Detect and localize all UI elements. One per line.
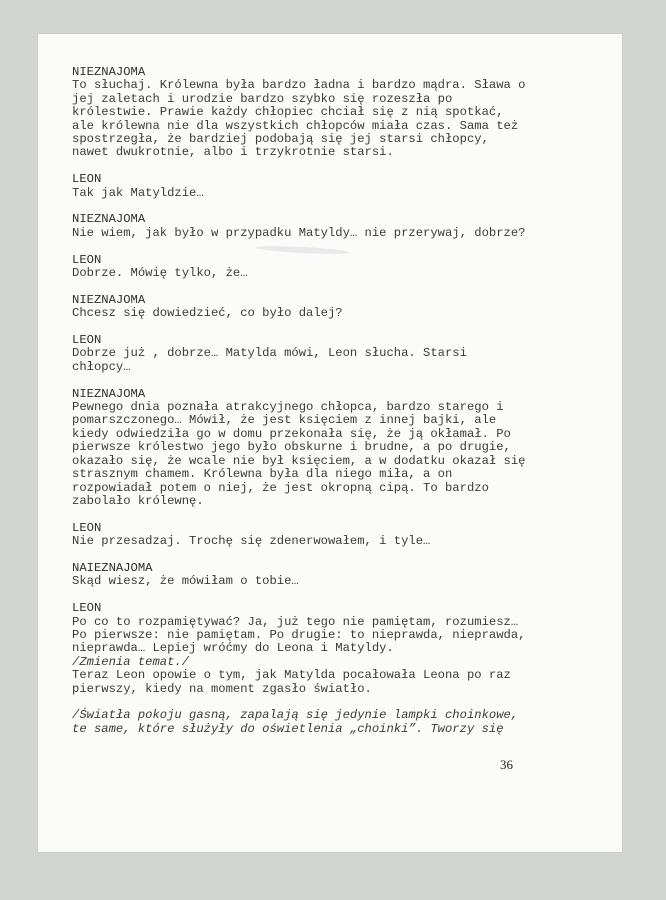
dialogue-line: nieprawda… Lepiej wróćmy do Leona i Matyldy. [72,641,394,656]
dialogue-line: Nie przesadzaj. Trochę się zdenerwowałem, i tyle… [72,534,431,549]
dialogue-block [72,294,542,321]
dialogue-line: kiedy odwiedziła go w domu przekonała się, że ją okłamał. Po [72,426,511,441]
dialogue-line: Dobrze już , dobrze… Matylda mówi, Leon słucha. Starsi [72,346,467,361]
dialogue-line: chłopcy… [72,359,131,374]
speaker-name: LEON [72,333,102,348]
speaker-name: NAIEZNAJOMA [72,560,153,575]
speaker-name: NIEZNAJOMA [72,292,146,307]
dialogue-block [72,334,542,374]
dialogue-block [72,388,542,509]
dialogue-line: rozpowiadał potem o niej, że jest okropną cipą. To bardzo [72,480,489,495]
dialogue-line: Dobrze. Mówię tylko, że… [72,266,248,281]
dialogue-block [72,66,542,160]
script-text [72,66,542,750]
dialogue-line: pomarszczonego… Mówił, że jest księciem z innej bajki, ale [72,413,497,428]
dialogue-line: strasznym chamem. Królewna była dla niego miła, a on [72,467,453,482]
dialogue-line: ale królewna nie dla wszystkich chłopców miała czas. Sama też [72,118,519,133]
dialogue-block [72,213,542,240]
stage-direction-block [72,709,542,736]
speaker-name: LEON [72,520,102,535]
dialogue-block [72,602,542,696]
stage-direction: /Zmienia temat./ [72,654,190,669]
dialogue-line: Chcesz się dowiedzieć, co było dalej? [72,306,343,321]
dialogue-line: Pewnego dnia poznała atrakcyjnego chłopca, bardzo starego i [72,400,504,415]
speaker-name: NIEZNAJOMA [72,212,146,227]
dialogue-line: zabolało królewnę. [72,493,204,508]
dialogue-line: królestwie. Prawie każdy chłopiec chciał się z nią spotkać, [72,105,504,120]
speaker-name: LEON [72,172,102,187]
dialogue-line: okazało się, że wcale nie był księciem, a w dodatku okazał się [72,453,526,468]
dialogue-block [72,522,542,549]
dialogue-line: Po co to rozpamiętywać? Ja, już tego nie pamiętam, rozumiesz… [72,614,519,629]
stage-direction-line: /Światła pokoju gasną, zapalają się jedynie lampki choinkowe, [72,708,519,723]
dialogue-line: Skąd wiesz, że mówiłam o tobie… [72,574,299,589]
dialogue-line: jej zaletach i urodzie bardzo szybko się rozeszła po [72,91,453,106]
speaker-name: NIEZNAJOMA [72,65,146,79]
dialogue-line: Teraz Leon opowie o tym, jak Matylda pocałowała Leona po raz [72,668,511,683]
dialogue-line: nawet dwukrotnie, albo i trzykrotnie starsi. [72,145,394,160]
dialogue-line: pierwszy, kiedy na moment zgasło światło. [72,681,372,696]
dialogue-line: pierwsze królestwo jego było obskurne i brudne, a po drugie, [72,440,511,455]
speaker-name: LEON [72,601,102,616]
dialogue-line: Nie wiem, jak było w przypadku Matyldy… nie przerywaj, dobrze? [72,225,526,240]
dialogue-line: Tak jak Matyldzie… [72,185,204,200]
speaker-name: NIEZNAJOMA [72,386,146,401]
dialogue-line: To słuchaj. Królewna była bardzo ładna i bardzo mądra. Sława o [72,78,526,93]
dialogue-line: spostrzegła, że bardziej podobają się jej starsi chłopcy, [72,132,489,147]
dialogue-line: Po pierwsze: nie pamiętam. Po drugie: to nieprawda, nieprawda, [72,627,526,642]
dialogue-block [72,562,542,589]
stage-direction-line: te same, które służyły do oświetlenia „choinki”. Tworzy się [72,721,504,736]
speaker-name: LEON [72,252,102,267]
dialogue-block [72,173,542,200]
dialogue-block [72,254,542,281]
page-number: 36 [500,757,513,772]
